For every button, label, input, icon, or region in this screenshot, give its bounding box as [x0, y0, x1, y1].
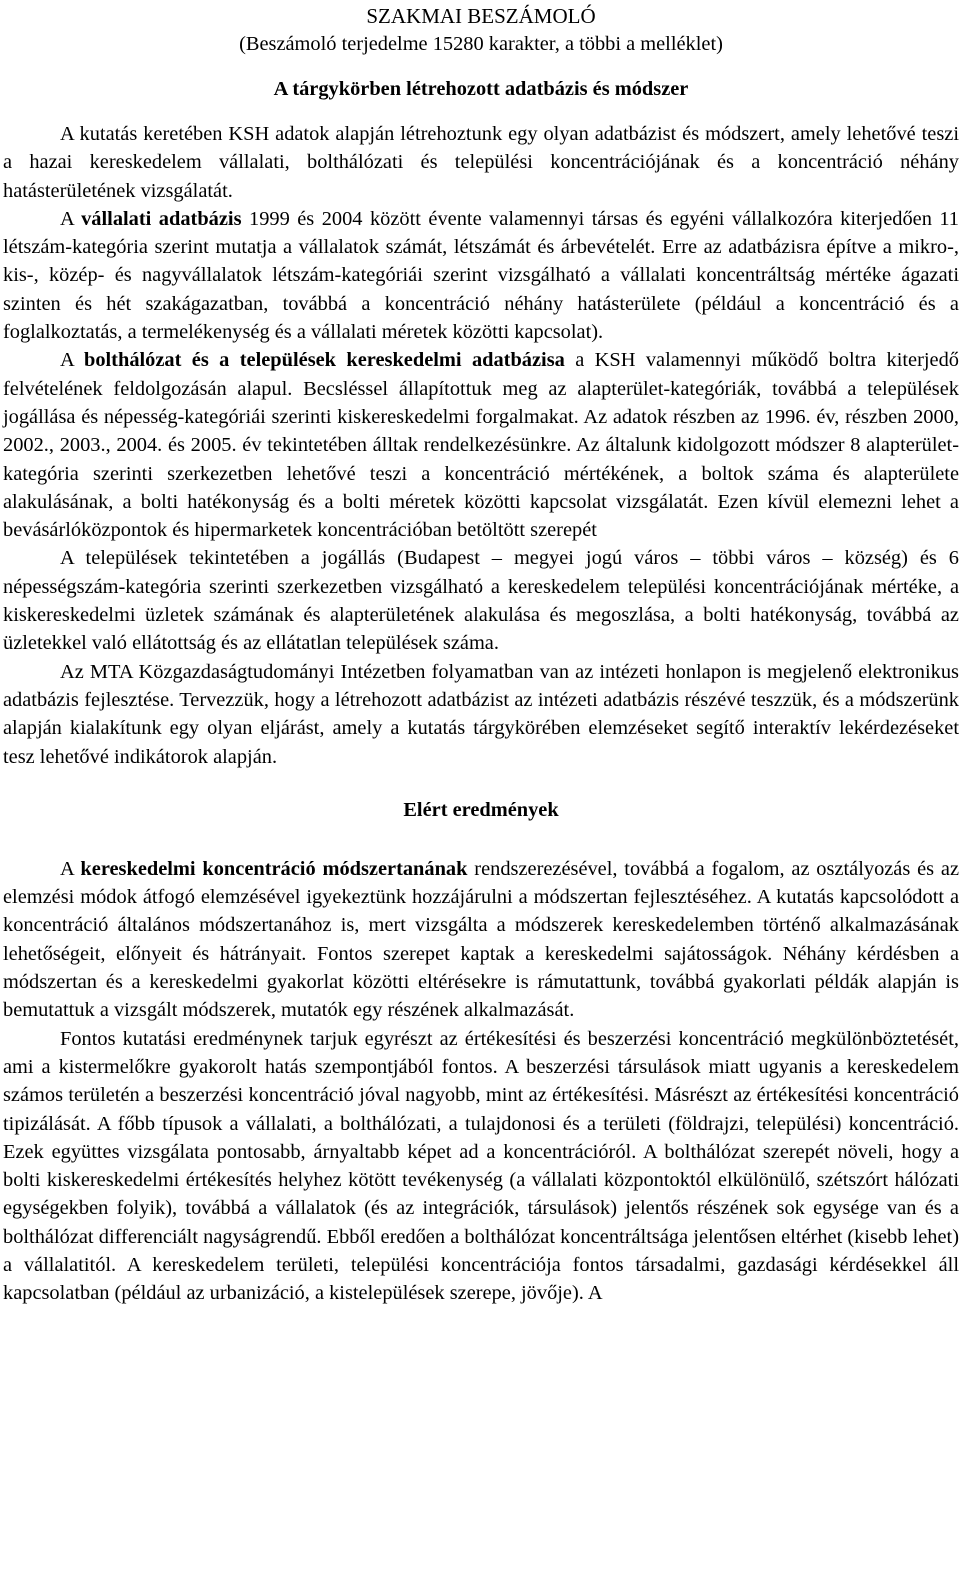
paragraph-text: A	[60, 857, 81, 880]
paragraph-text: Az MTA Közgazdaságtudományi Intézetben folyamatban van az intézeti honlapon is megjelenő elektronikus adatbázis fejlesztése. Tervezzük, hogy a létrehozott adatbázist az intézeti adatbázis részévé teszzük, és a módszerünk alapján kialakítunk egy olyan eljárást, amely a kutatás tárgykörében elemzéseket segítő interaktív lekérdezéseket tesz lehetővé indikátorok alapján.	[3, 660, 959, 768]
document-body	[3, 75, 959, 1308]
paragraph-text: A kutatás keretében KSH adatok alapján létrehoztunk egy olyan adatbázist és módszert, amely lehetővé teszi a hazai kereskedelem vállalati, bolthálózati és települési koncentrációjának és a koncentráció néhány hatásterületének vizsgálatát.	[3, 123, 959, 202]
section-heading: A tárgykörben létrehozott adatbázis és módszer	[273, 78, 689, 100]
body-paragraph	[3, 120, 959, 205]
paragraph-text: Fontos kutatási eredménynek tarjuk egyrészt az értékesítési és beszerzési koncentráció megkülönböztetését, ami a kistermelőkre gyakorolt hatás szempontjából fontos. A beszerzési társulások miatt ugyanis a kereskedelem számos területén a beszerzési koncentráció jóval nagyobb, mint az értékesítési. Másrészt az értékesítési koncentráció tipizálását. A főbb típusok a vállalati, a bolthálózati, a tulajdonosi és a területi (földrajzi, települési) koncentráció. Ezek együttes vizsgálata pontosabb, árnyaltabb képet ad a koncentrációról. A bolthálózat szerepét növeli, hogy a bolti kiskereskedelmi értékesítés helyhez kötött tevékenység (a vállalati központoktól elkülönülő, szétszórt hálózati egységekben folyik), továbbá a vállalatok (és az integrációk, társulások) jelentős részének sok egysége van és a bolthálózat differenciált nagyságrendű. Ebből eredően a bolthálózat koncentráltsága jelentősen eltérhet (kisebb lehet) a vállalatitól. A kereskedelem területi, települési koncentrációja fontos társadalmi, gazdasági kérdésekkel áll kapcsolatban (például az urbanizáció, a kistelepülések szerepe, jövője). A	[3, 1027, 959, 1305]
paragraph-text: A	[60, 207, 82, 230]
body-paragraph	[3, 346, 959, 544]
document-subtitle: (Beszámoló terjedelme 15280 karakter, a többi a melléklet)	[239, 33, 723, 55]
paragraph-text: rendszerezésével, továbbá a fogalom, az osztályozás és az elemzési módok átfogó elemzésével igyekeztünk hozzájárulni a módszertan fejlesztéséhez. A kutatás kapcsolódott a koncentráció általános módszertanához is, mert vizsgálta a módszerek kereskedelemben történő alkalmazásának lehetőségeit, előnyeit és hátrányait. Fontos szerepet kaptak a kereskedelmi sajátosságok. Néhány kérdésben a módszertan és a kereskedelmi gyakorlat közötti eltérésekre is rámutattunk, továbbá gyakorlati példák alapján is bemutattuk a vizsgált módszerek, mutatók egy részének alkalmazását.	[3, 857, 960, 1022]
document-title: SZAKMAI BESZÁMOLÓ	[366, 4, 596, 28]
paragraph-text: A települések tekintetében a jogállás (Budapest – megyei jogú város – többi város – község) és 6 népességszám-kategória szerinti szerkezetben vizsgálható a kereskedelem települési koncentrációjának mértéke, a kiskereskedelmi üzletek számának és alapterületének alakulása és megoszlása, a bolti hatékonyság, továbbá az üzletekkel való ellátottság és az ellátatlan települések száma.	[3, 547, 959, 655]
bold-term: kereskedelmi koncentráció módszertanának	[80, 857, 468, 880]
body-paragraph	[3, 1025, 959, 1308]
paragraph-text: 1999 és 2004 között évente valamennyi társas és egyéni vállalkozóra kiterjedően 11 létszám-kategória szerint mutatja a vállalatok számát, létszámát és árbevételét. Erre az adatbázisra építve a mikro-, kis-, közép- és nagyvállalatok létszám-kategóriái szerint vizsgálható a vállalati koncentráltság mértéke ágazati szinten és hét szakágazatban, továbbá a koncentráció néhány hatásterülete (például a koncentráció és a foglalkoztatás, a termelékenység és a vállalati méretek közötti kapcsolat).	[3, 207, 959, 344]
body-paragraph	[3, 855, 959, 1025]
body-paragraph	[3, 205, 959, 346]
section-heading: Elért eredmények	[403, 798, 559, 821]
paragraph-text: A	[60, 349, 84, 372]
bold-term: bolthálózat és a települések kereskedelmi adatbázisa	[83, 349, 565, 372]
body-paragraph	[3, 658, 959, 771]
document-page	[3, 0, 959, 1308]
body-paragraph	[3, 544, 959, 657]
bold-term: vállalati adatbázis	[81, 207, 242, 230]
paragraph-text: a KSH valamennyi működő boltra kiterjedő felvételének feldolgozásán alapul. Becsléssel állapítottuk meg az alapterület-kategóriák, továbbá a települések jogállása és népesség-kategóriái szerinti kiskereskedelmi forgalmakat. Az adatok részben az 1996. év, részben 2000, 2002., 2003., 2004. és 2005. év tekintetében álltak rendelkezésünkre. Az általunk kidolgozott módszer 8 alapterület-kategória szerinti szerkezetben lehetővé teszi a koncentráció mértékének, a boltok száma és alapterülete alakulásának, a bolti hatékonyság és a bolti méretek közötti kapcsolat vizsgálatát. Ezen kívül elemezni lehet a bevásárlóközpontok és hipermarketek koncentrációban betöltött szerepét	[3, 349, 959, 542]
